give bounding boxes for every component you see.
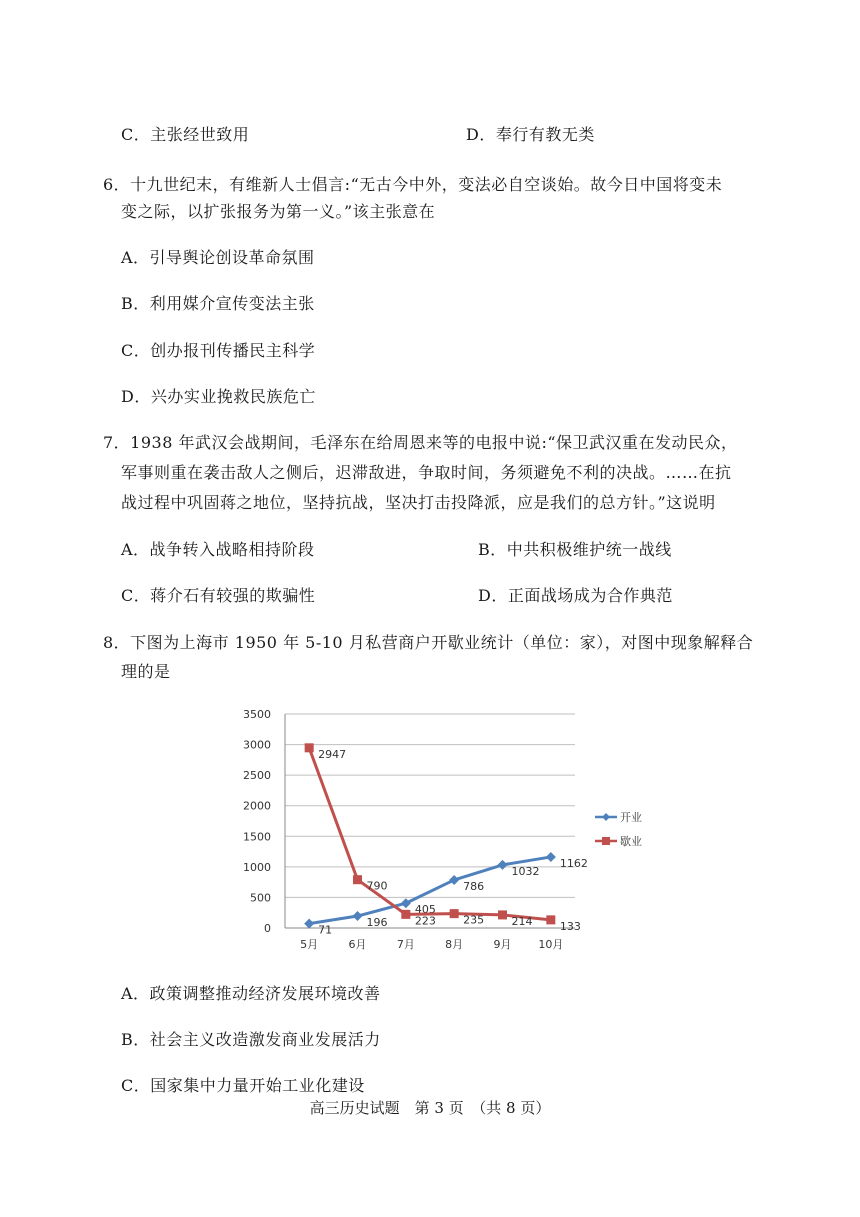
data-label: 196: [366, 916, 388, 930]
business-open-close-chart: [240, 700, 660, 965]
q7-option-c: C．蒋介石有较强的欺骗性: [121, 586, 316, 605]
data-point-open: [304, 919, 314, 929]
q7-stem-line3: 战过程中巩固蒋之地位，坚持抗战，坚决打击投降派，应是我们的总方针。”这说明: [121, 493, 716, 512]
q8-option-b: B．社会主义改造激发商业发展活力: [121, 1030, 381, 1049]
q8-option-a: A．政策调整推动经济发展环境改善: [121, 984, 381, 1003]
data-point-close: [450, 909, 459, 918]
q7-option-d: D．正面战场成为合作典范: [478, 586, 673, 605]
data-point-close: [305, 743, 314, 752]
x-tick-label: 10月: [538, 938, 564, 951]
q6-stem-line1: 6．十九世纪末，有维新人士倡言:“无古今中外，变法必自空谈始。故今日中国将变未: [103, 175, 723, 194]
legend-label: 开业: [620, 811, 642, 824]
legend-marker: [602, 837, 610, 845]
q7-stem-line2: 军事则重在袭击敌人之侧后，迟滞敌进，争取时间，务须避免不利的决战。……在抗: [121, 463, 732, 482]
x-tick-label: 5月: [300, 938, 319, 951]
q6-option-c: C．创办报刊传播民主科学: [121, 341, 316, 360]
data-label: 223: [414, 914, 436, 928]
data-label: 2947: [318, 747, 347, 761]
y-tick-label: 2500: [243, 769, 271, 783]
data-point-open: [498, 860, 508, 870]
x-tick-label: 7月: [396, 938, 415, 951]
q8-stem-line1: 8．下图为上海市 1950 年 5-10 月私营商户开歇业统计（单位：家），对图中现象解释合: [103, 633, 754, 652]
q8-option-c: C．国家集中力量开始工业化建设: [121, 1076, 365, 1095]
x-tick-label: 9月: [493, 938, 512, 951]
x-tick-label: 8月: [445, 938, 464, 951]
data-point-open: [449, 875, 459, 885]
data-label: 1162: [559, 856, 588, 870]
data-label: 790: [366, 879, 388, 893]
y-tick-label: 3000: [243, 738, 271, 752]
data-label: 1032: [511, 864, 540, 878]
y-tick-label: 2000: [243, 799, 271, 813]
data-point-close: [498, 910, 507, 919]
data-label: 786: [463, 879, 485, 893]
data-label: 235: [463, 913, 485, 927]
y-tick-label: 3500: [243, 708, 271, 721]
q7-option-a: A．战争转入战略相持阶段: [121, 540, 315, 559]
q6-option-d: D．兴办实业挽救民族危亡: [121, 387, 316, 406]
data-point-open: [401, 898, 411, 908]
data-point-close: [546, 915, 555, 924]
q6-stem-line2: 变之际，以扩张报务为第一义。”该主张意在: [121, 202, 436, 221]
data-label: 71: [318, 923, 333, 937]
data-label: 405: [414, 903, 436, 917]
y-tick-label: 500: [250, 891, 271, 905]
data-point-close: [401, 910, 410, 919]
q5-option-d: D．奉行有教无类: [466, 125, 595, 144]
q7-option-b: B．中共积极维护统一战线: [478, 540, 672, 559]
series-line-close: [309, 748, 551, 920]
data-point-open: [546, 852, 556, 862]
x-tick-label: 6月: [348, 938, 367, 951]
legend-label: 歇业: [620, 835, 642, 848]
y-tick-label: 0: [264, 922, 271, 935]
y-tick-label: 1500: [243, 830, 271, 844]
chart-svg: [240, 700, 660, 965]
data-point-open: [353, 911, 363, 921]
data-label: 214: [511, 914, 533, 928]
data-label: 133: [559, 919, 581, 933]
legend-marker: [602, 813, 610, 821]
q6-option-b: B．利用媒介宣传变法主张: [121, 294, 315, 313]
q8-stem-line2: 理的是: [121, 662, 171, 681]
q5-option-c: C．主张经世致用: [121, 125, 250, 144]
data-point-close: [353, 875, 362, 884]
y-tick-label: 1000: [243, 860, 271, 874]
page-footer: 高三历史试题 第 3 页 （共 8 页）: [309, 1099, 551, 1117]
q6-option-a: A．引导舆论创设革命氛围: [121, 248, 315, 267]
q7-stem-line1: 7．1938 年武汉会战期间，毛泽东在给周恩来等的电报中说:“保卫武汉重在发动民众，: [103, 433, 738, 452]
